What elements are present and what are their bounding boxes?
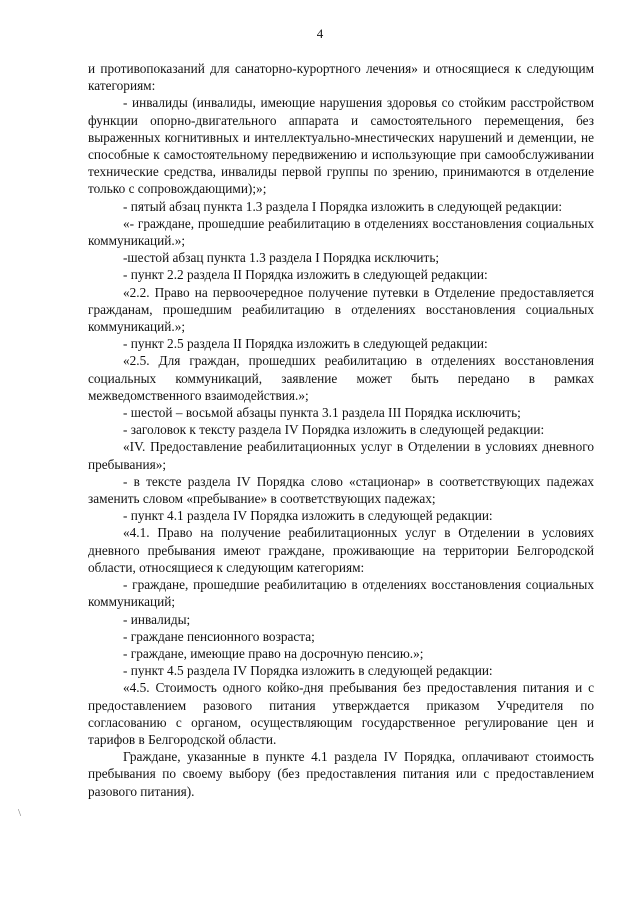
paragraph: - пункт 2.5 раздела II Порядка изложить в следующей редакции: <box>123 336 488 352</box>
document-body <box>88 60 594 800</box>
page-number: 4 <box>316 26 324 41</box>
paragraph: - граждане, имеющие право на досрочную пенсию.»; <box>123 645 424 661</box>
paragraph: -шестой абзац пункта 1.3 раздела I Порядка исключить; <box>123 250 440 266</box>
paragraph: «2.2. Право на первоочередное получение путевки в Отделение предоставляется гражданам, прошедшим реабилитацию в отделениях восстановления социальных коммуникаций.»; <box>88 284 594 335</box>
paragraph: «4.1. Право на получение реабилитационных услуг в Отделении в условиях дневного пребывания имеют граждане, проживающие на территории Белгородской области, относящиеся к следующим категориям: <box>88 525 594 575</box>
paragraph: - пункт 4.5 раздела IV Порядка изложить в следующей редакции: <box>123 663 493 679</box>
paragraph: - заголовок к тексту раздела IV Порядка изложить в следующей редакции: <box>123 422 545 438</box>
paragraph: - граждане пенсионного возраста; <box>123 628 315 644</box>
paragraph: - инвалиды (инвалиды, имеющие нарушения здоровья со стойким расстройством функции опорно-двигательного аппарата и самостоятельного перемещения, без выраженных когнитивных и интеллектуально-мнестических нарушений и деменции, не способные к самостоятельному передвижению и использующие при самообслуживании технические средства, инвалиды первой группы по зрению, принимаются в отделение только с сопровождающими);»; <box>88 95 594 197</box>
paragraph: Граждане, указанные в пункте 4.1 раздела IV Порядка, оплачивают стоимость пребывания по своему выбору (без предоставления питания или с предоставлением разового питания). <box>88 749 594 799</box>
paragraph: и противопоказаний для санаторно-курортного лечения» и относящиеся к следующим категориям: <box>88 61 594 94</box>
paragraph: - пункт 4.1 раздела IV Порядка изложить в следующей редакции: <box>123 508 493 524</box>
paragraph: - пятый абзац пункта 1.3 раздела I Порядка изложить в следующей редакции: <box>123 198 563 214</box>
paragraph: - в тексте раздела IV Порядка слово «стационар» в соответствующих падежах заменить словом «пребывание» в соответствующих падежах; <box>88 473 594 507</box>
paragraph: «IV. Предоставление реабилитационных услуг в Отделении в условиях дневного пребывания»; <box>88 439 594 472</box>
paragraph: - шестой – восьмой абзацы пункта 3.1 раздела III Порядка исключить; <box>123 405 521 421</box>
paragraph: - граждане, прошедшие реабилитацию в отделениях восстановления социальных коммуникаций; <box>88 577 594 610</box>
paragraph: «- граждане, прошедшие реабилитацию в отделениях восстановления социальных коммуникаций.»; <box>88 215 594 249</box>
margin-mark: \ <box>18 807 22 819</box>
paragraph: «4.5. Стоимость одного койко-дня пребывания без предоставления питания и с предоставлением разового питания утверждается приказом Учредителя по согласованию с органом, осуществляющим государственное регулирование цен и тарифов в Белгородской области. <box>88 680 594 747</box>
paragraph: - инвалиды; <box>123 611 191 627</box>
paragraph: - пункт 2.2 раздела II Порядка изложить в следующей редакции: <box>123 267 488 283</box>
paragraph: «2.5. Для граждан, прошедших реабилитацию в отделениях восстановления социальных коммуникаций, заявление может быть передано в рамках межведомственного взаимодействия.»; <box>88 353 594 403</box>
